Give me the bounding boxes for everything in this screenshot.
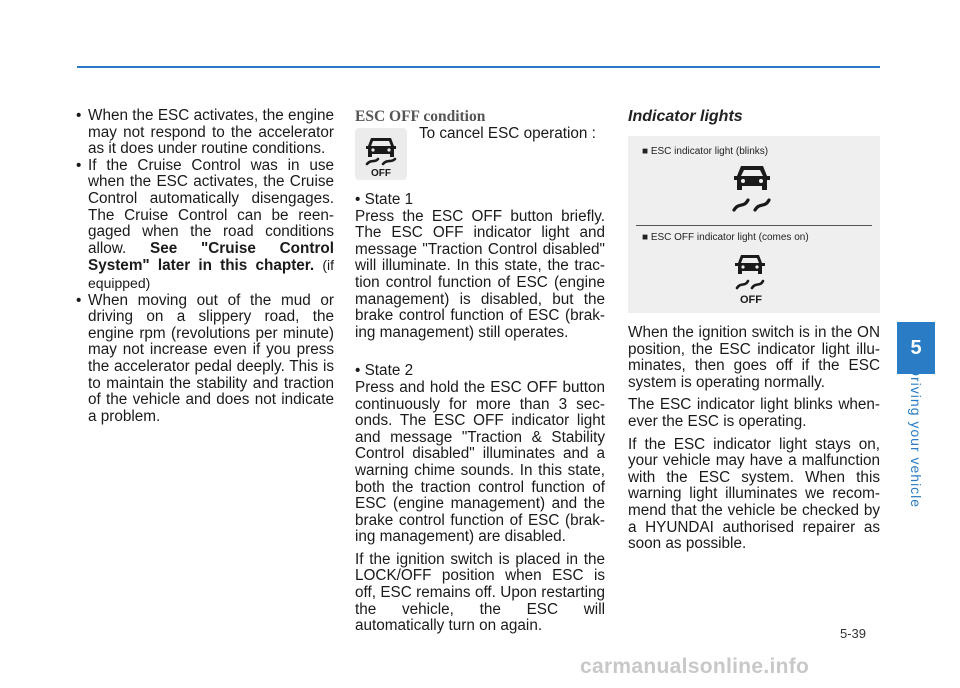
bullet-text: If the Cruise Control was in use when the ESC activates, the Cruise Control automatically disengages. The Cruise Control can be reen-gaged when the road conditions allow. [88, 156, 334, 257]
indicator-para-1: When the ignition switch is in the ON position, the ESC indicator light illu-minates, then goes off if the ESC system is operating normally. [628, 324, 880, 391]
state-2-text: Press and hold the ESC OFF button continuously for more than 3 sec-onds. The ESC OFF indicator light and message "Traction & Stability Control disabled" illuminates and a warning chime sounds. In this state, both the traction control function of ESC (engine management) and the brake control function of ESC (brak-ing management) are disabled. [355, 378, 605, 546]
page-number: 5-39 [840, 626, 867, 641]
indicator-para-3: If the ESC indicator light stays on, your vehicle may have a malfunction with the ESC system. When this warning light illuminates we recom-mend that the vehicle be checked by a HYUNDAI authorised repairer as soon as possible. [628, 435, 880, 553]
bullet-list [76, 108, 334, 425]
esc-off-indicator-label: OFF [740, 294, 762, 306]
section-title-indicator-lights: Indicator lights [628, 108, 743, 125]
column-3 [628, 108, 880, 559]
chapter-tab: 5 [897, 322, 935, 374]
state-1-text: Press the ESC OFF button briefly. The ESC OFF indicator light and message "Traction Control disabled" will illuminate. In this state, the trac-tion control function of ESC (engine management) is disabled, but the brake control function of ESC (brak-ing management) still operates. [355, 207, 605, 341]
list-item [76, 108, 334, 158]
if-equipped-note: (if equipped) [88, 257, 335, 291]
esc-off-indicator-icon [728, 251, 774, 307]
esc-indicator-icon [722, 162, 782, 218]
column-1 [76, 108, 334, 425]
list-item [76, 158, 334, 293]
watermark: carmanualsonline.info [580, 655, 810, 678]
esc-off-comes-on-label: ■ ESC OFF indicator light (comes on) [642, 232, 809, 243]
cancel-row [355, 125, 605, 186]
esc-blinks-label: ■ ESC indicator light (blinks) [642, 146, 769, 157]
state-1-label: • State 1 [355, 191, 414, 208]
cruise-control-reference: See "Cruise Control System" later in this chapter. [88, 239, 334, 275]
top-rule [77, 66, 880, 68]
esc-off-icon-label: OFF [371, 168, 391, 179]
indicator-para-2: The ESC indicator light blinks when-ever the ESC is operating. [628, 396, 880, 430]
chapter-title: Driving your vehicle [908, 365, 924, 509]
restart-text: If the ignition switch is placed in the LOCK/OFF position when ESC is off, ESC remains off. Upon restarting the vehicle, the ESC will automatically turn on again. [355, 550, 605, 635]
cancel-instruction: To cancel ESC operation : [419, 125, 596, 142]
bullet-text: When moving out of the mud or driving on a slippery road, the engine rpm (revolutions per minute) may not increase even if you press the accelerator pedal deeply. This is to maintain the stability and traction of the vehicle and does not indicate a problem. [88, 291, 334, 425]
list-item [76, 293, 334, 426]
column-2 [355, 108, 605, 635]
bullet-text: When the ESC activates, the engine may not respond to the accelerator as it does under routine conditions. [88, 107, 334, 158]
esc-off-button-icon [355, 128, 407, 180]
panel-divider [636, 225, 872, 226]
indicator-lights-panel [628, 136, 880, 313]
section-title-esc-off: ESC OFF condition [355, 108, 486, 125]
state-2-label: • State 2 [355, 362, 414, 380]
